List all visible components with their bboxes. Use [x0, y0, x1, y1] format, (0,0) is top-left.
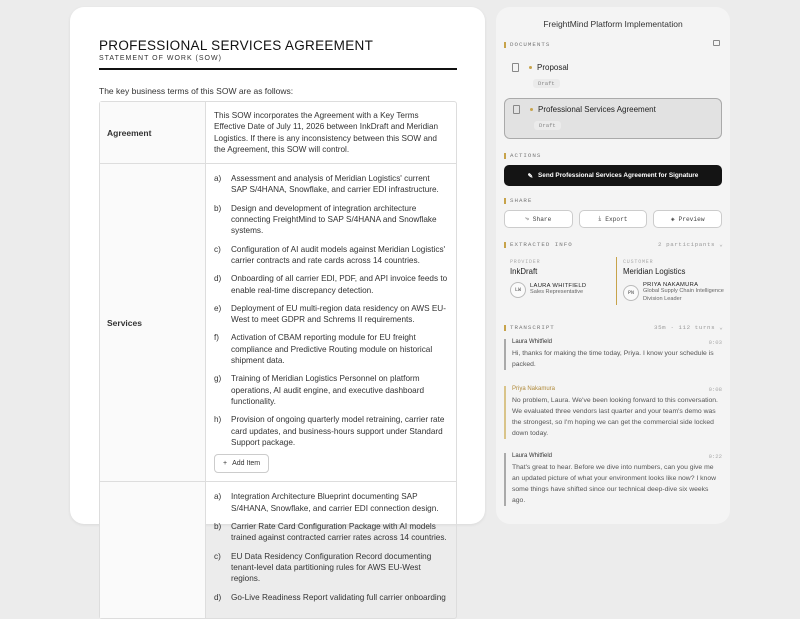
table-row-deliverables	[100, 482, 456, 617]
title-rule	[99, 68, 457, 70]
download-icon: ⤓	[598, 215, 602, 222]
collapse-panel-icon[interactable]	[713, 40, 720, 46]
preview-button[interactable]: ◈ Preview	[653, 210, 722, 228]
customer-info: CUSTOMER Meridian Logistics PN PRIYA NAKAMURA Global Supply Chain Intelligence Division Leader	[623, 259, 724, 302]
document-panel	[70, 7, 485, 602]
actions-header: ACTIONS	[504, 152, 541, 159]
signature-icon: ✎	[527, 172, 534, 180]
row-label: Services	[100, 164, 206, 481]
share-buttons	[504, 210, 722, 228]
document-subtitle: STATEMENT OF WORK (SOW)	[99, 55, 222, 62]
status-badge: Draft	[533, 79, 560, 88]
table-row-agreement	[100, 102, 456, 164]
share-button[interactable]: ⤷ Share	[504, 210, 573, 228]
terms-table	[99, 101, 457, 619]
provider-info: PROVIDER InkDraft LW LAURA WHITFIELD Sales Representative	[510, 259, 614, 298]
list-item[interactable]: b) Design and development of integration architecture connecting FreightMind to SAP S/4HANA and Snowflake systems.	[214, 203, 437, 236]
transcript-toggle[interactable]: 35m · 112 turns ⌄	[654, 324, 724, 331]
documents-header: DOCUMENTS	[504, 41, 550, 48]
list-item[interactable]: e) Deployment of EU multi-region data residency on AWS EU-West to meet GDPR and Schrems II requirements.	[214, 303, 446, 325]
transcript-message: Priya Nakamura 0:08 No problem, Laura. We've been looking forward to this conversation. We evaluated three vendors last quarter and your team's demo was the strongest, so I'm hoping we can get the commercial side locked down today.	[504, 386, 722, 439]
list-item[interactable]: c) Configuration of AI audit models against Meridian Logistics' carrier contracts and rate cards across 14 countries.	[214, 244, 446, 265]
list-item[interactable]: c) EU Data Residency Configuration Record documenting tenant-level data partitioning rules for AWS EU-West regions.	[214, 551, 432, 584]
list-item[interactable]: d) Go-Live Readiness Report validating full carrier onboarding	[214, 592, 446, 602]
list-item[interactable]: a) Integration Architecture Blueprint documenting SAP S/4HANA, Snowflake, and carrier EDI connection design.	[214, 492, 439, 513]
doc-card-psa[interactable]: Professional Services Agreement Draft	[504, 98, 722, 139]
list-item[interactable]: b) Carrier Rate Card Configuration Package with AI models trained against contracted carrier rates across 14 countries.	[214, 522, 447, 543]
list-item[interactable]: a) Assessment and analysis of Meridian Logistics' current SAP S/4HANA, Snowflake, and carrier EDI infrastructure.	[214, 174, 439, 195]
party-divider	[616, 257, 617, 305]
row-label: Agreement	[100, 102, 206, 163]
project-title: FreightMind Platform Implementation	[543, 19, 683, 29]
services-list	[206, 164, 456, 481]
send-for-signature-button[interactable]: ✎ Send Professional Services Agreement for Signature	[504, 165, 722, 186]
extracted-info-header: EXTRACTED INFO	[504, 241, 573, 248]
table-row-services	[100, 164, 456, 482]
list-item[interactable]: d) Onboarding of all carrier EDI, PDF, and API invoice feeds to enable real-time discrepancy detection.	[214, 274, 448, 295]
transcript-header: TRANSCRIPT	[504, 324, 555, 331]
chevron-down-icon: ⌄	[719, 324, 724, 331]
status-dot	[530, 108, 533, 111]
doc-card-proposal[interactable]: Proposal Draft	[504, 57, 722, 96]
sidebar-panel	[496, 7, 730, 524]
plus-icon: +	[223, 460, 228, 468]
eye-icon: ◈	[670, 215, 675, 223]
file-icon	[512, 63, 519, 72]
share-icon: ⤷	[525, 215, 529, 222]
document-title: PROFESSIONAL SERVICES AGREEMENT	[99, 38, 374, 53]
status-dot	[529, 66, 532, 69]
avatar: LW	[510, 282, 526, 298]
status-badge: Draft	[534, 121, 561, 130]
avatar: PN	[623, 285, 639, 301]
agreement-text[interactable]: This SOW incorporates the Agreement with a Key Terms Effective Date of July 11, 2026 between InkDraft and Meridian Logistics. If there is any inconsistency between this SOW and the Agreement, this SOW will control.	[214, 111, 439, 154]
export-button[interactable]: ⤓ Export	[579, 210, 648, 228]
add-item-button[interactable]: + Add Item	[214, 454, 269, 473]
row-label	[100, 482, 206, 617]
deliverables-list	[206, 482, 456, 617]
list-item[interactable]: h) Provision of ongoing quarterly model retraining, carrier rate card updates, and business-hours support under Standard Support package.	[214, 415, 445, 447]
document-intro: The key business terms of this SOW are as follows:	[99, 86, 294, 96]
share-header: SHARE	[504, 197, 532, 204]
transcript-message: Laura Whitfield 0:22 That's great to hear. Before we dive into numbers, can you give me an updated picture of what your environment looks like now? I know some things have shifted since our technical deep-dive six weeks ago.	[504, 453, 722, 506]
list-item[interactable]: g) Training of Meridian Logistics Personnel on platform operations, AI audit engine, and executive dashboard functionality.	[214, 374, 425, 406]
transcript-message: Laura Whitfield 0:03 Hi, thanks for making the time today, Priya. I know your schedule is packed.	[504, 339, 722, 370]
participants-toggle[interactable]: 2 participants ⌄	[658, 241, 724, 248]
chevron-down-icon: ⌄	[719, 241, 724, 248]
file-icon	[513, 105, 520, 114]
list-item[interactable]: f) Activation of CBAM reporting module for EU freight compliance and Predictive Routing module on historical shipment data.	[214, 333, 433, 366]
